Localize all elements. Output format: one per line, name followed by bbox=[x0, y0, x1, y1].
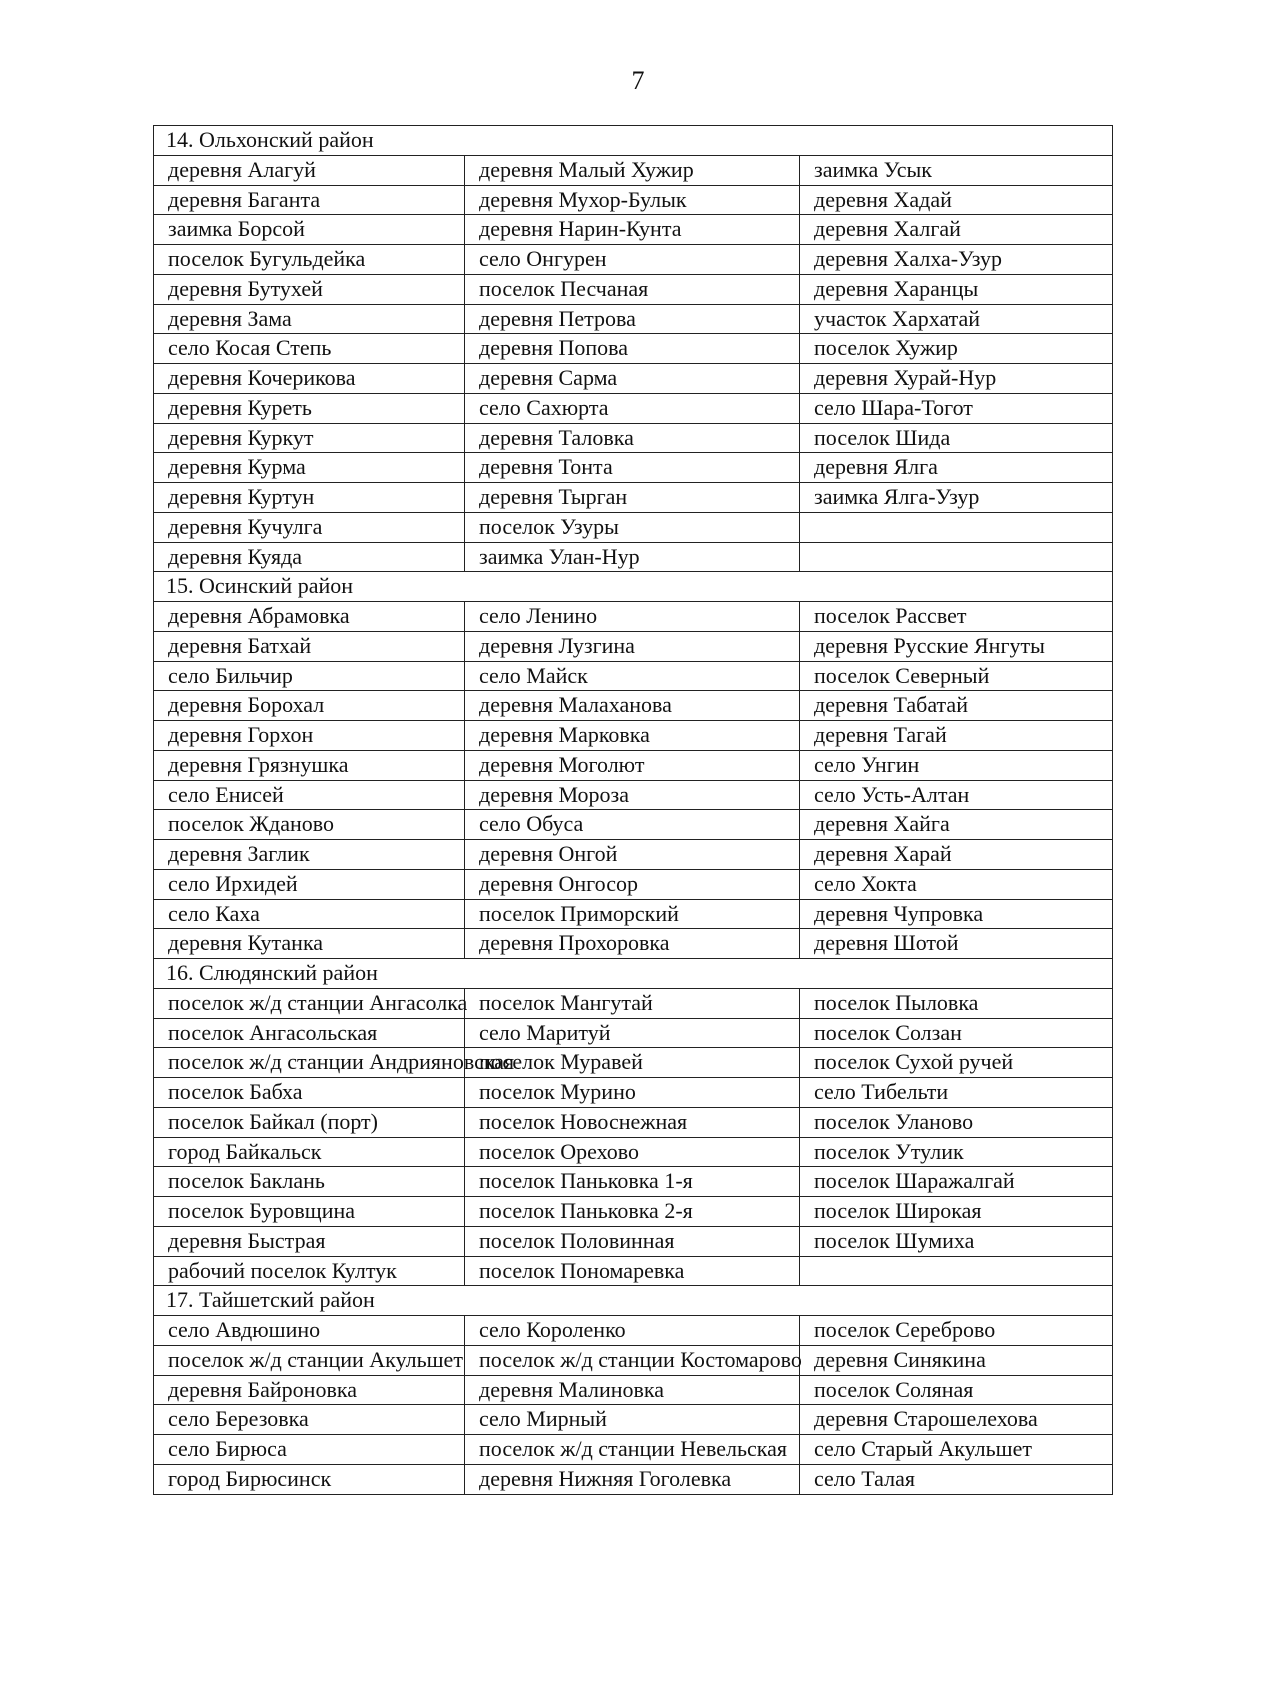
table-row bbox=[154, 631, 1113, 661]
table-cell bbox=[800, 542, 1113, 572]
table-cell: деревня Бутухей bbox=[154, 274, 465, 304]
table-cell: деревня Заглик bbox=[154, 840, 465, 870]
table-cell: поселок ж/д станции Андрияновская bbox=[154, 1048, 465, 1078]
table-cell: село Авдюшино bbox=[154, 1316, 465, 1346]
table-cell: деревня Хадай bbox=[800, 185, 1113, 215]
table-cell: поселок Паньковка 2-я bbox=[465, 1197, 800, 1227]
table-cell: деревня Харай bbox=[800, 840, 1113, 870]
table-cell: участок Хархатай bbox=[800, 304, 1113, 334]
table-row bbox=[154, 542, 1113, 572]
table-cell: заимка Ялга-Узур bbox=[800, 483, 1113, 513]
table-cell: деревня Марковка bbox=[465, 721, 800, 751]
table-cell: деревня Лузгина bbox=[465, 631, 800, 661]
table-cell: город Бирюсинск bbox=[154, 1464, 465, 1494]
table-row bbox=[154, 1435, 1113, 1465]
table-cell: заимка Борсой bbox=[154, 215, 465, 245]
table-cell: село Ирхидей bbox=[154, 869, 465, 899]
table-cell: поселок Узуры bbox=[465, 512, 800, 542]
table-cell: деревня Грязнушка bbox=[154, 750, 465, 780]
district-header-row bbox=[154, 1286, 1113, 1316]
table-cell: деревня Кучулга bbox=[154, 512, 465, 542]
table-cell: село Косая Степь bbox=[154, 334, 465, 364]
table-cell: поселок Бабха bbox=[154, 1078, 465, 1108]
table-cell: деревня Тырган bbox=[465, 483, 800, 513]
table-cell: поселок Хужир bbox=[800, 334, 1113, 364]
table-row bbox=[154, 1107, 1113, 1137]
table-row bbox=[154, 274, 1113, 304]
table-cell: деревня Хайга bbox=[800, 810, 1113, 840]
settlements-table bbox=[153, 125, 1113, 1495]
table-cell: поселок Паньковка 1-я bbox=[465, 1167, 800, 1197]
table-cell: деревня Мухор-Булык bbox=[465, 185, 800, 215]
table-cell: деревня Малый Хужир bbox=[465, 155, 800, 185]
table-cell: деревня Прохоровка bbox=[465, 929, 800, 959]
table-cell: поселок ж/д станции Невельская bbox=[465, 1435, 800, 1465]
table-row bbox=[154, 483, 1113, 513]
table-cell: деревня Хурай-Нур bbox=[800, 364, 1113, 394]
table-row bbox=[154, 1256, 1113, 1286]
table-cell: деревня Куяда bbox=[154, 542, 465, 572]
table-row bbox=[154, 1464, 1113, 1494]
table-cell: деревня Шотой bbox=[800, 929, 1113, 959]
table-cell: село Бирюса bbox=[154, 1435, 465, 1465]
table-cell: деревня Моголют bbox=[465, 750, 800, 780]
table-cell: деревня Алагуй bbox=[154, 155, 465, 185]
table-row bbox=[154, 512, 1113, 542]
table-cell: деревня Зама bbox=[154, 304, 465, 334]
table-cell: поселок Ангасольская bbox=[154, 1018, 465, 1048]
table-cell: заимка Усык bbox=[800, 155, 1113, 185]
table-cell: село Каха bbox=[154, 899, 465, 929]
table-cell: поселок Шида bbox=[800, 423, 1113, 453]
table-cell: деревня Таловка bbox=[465, 423, 800, 453]
table-cell: село Тибельти bbox=[800, 1078, 1113, 1108]
table-cell: деревня Куреть bbox=[154, 393, 465, 423]
table-cell: деревня Халха-Узур bbox=[800, 245, 1113, 275]
table-row bbox=[154, 245, 1113, 275]
table-cell: поселок ж/д станции Акульшет bbox=[154, 1345, 465, 1375]
table-row bbox=[154, 1405, 1113, 1435]
table-cell: поселок Половинная bbox=[465, 1226, 800, 1256]
table-cell: поселок Северный bbox=[800, 661, 1113, 691]
table-cell: село Усть-Алтан bbox=[800, 780, 1113, 810]
table-row bbox=[154, 1167, 1113, 1197]
table-cell: деревня Тагай bbox=[800, 721, 1113, 751]
table-cell: деревня Куркут bbox=[154, 423, 465, 453]
table-cell: поселок Бугульдейка bbox=[154, 245, 465, 275]
table-row bbox=[154, 304, 1113, 334]
table-row bbox=[154, 988, 1113, 1018]
table-cell: деревня Сарма bbox=[465, 364, 800, 394]
table-row bbox=[154, 423, 1113, 453]
table-cell: село Обуса bbox=[465, 810, 800, 840]
table-row bbox=[154, 661, 1113, 691]
table-cell: поселок Рассвет bbox=[800, 602, 1113, 632]
table-cell: село Онгурен bbox=[465, 245, 800, 275]
table-cell: село Хокта bbox=[800, 869, 1113, 899]
district-header-row bbox=[154, 126, 1113, 156]
table-row bbox=[154, 869, 1113, 899]
table-cell: рабочий поселок Култук bbox=[154, 1256, 465, 1286]
table-cell: деревня Онгосор bbox=[465, 869, 800, 899]
table-cell: поселок Пономаревка bbox=[465, 1256, 800, 1286]
table-cell: поселок Утулик bbox=[800, 1137, 1113, 1167]
table-cell: деревня Онгой bbox=[465, 840, 800, 870]
table-cell: деревня Борохал bbox=[154, 691, 465, 721]
table-cell: деревня Батхай bbox=[154, 631, 465, 661]
table-cell: поселок Песчаная bbox=[465, 274, 800, 304]
table-row bbox=[154, 155, 1113, 185]
table-row bbox=[154, 780, 1113, 810]
table-cell: поселок Сереброво bbox=[800, 1316, 1113, 1346]
table-row bbox=[154, 453, 1113, 483]
table-cell: деревня Малаханова bbox=[465, 691, 800, 721]
table-cell: село Мирный bbox=[465, 1405, 800, 1435]
table-cell: село Унгин bbox=[800, 750, 1113, 780]
district-header-row bbox=[154, 572, 1113, 602]
table-cell: поселок Приморский bbox=[465, 899, 800, 929]
table-row bbox=[154, 1018, 1113, 1048]
table-cell: село Березовка bbox=[154, 1405, 465, 1435]
table-cell: село Маритуй bbox=[465, 1018, 800, 1048]
table-cell: деревня Кочерикова bbox=[154, 364, 465, 394]
district-title: 17. Тайшетский район bbox=[154, 1286, 1113, 1316]
table-row bbox=[154, 1375, 1113, 1405]
table-cell: деревня Тонта bbox=[465, 453, 800, 483]
table-cell: деревня Абрамовка bbox=[154, 602, 465, 632]
table-cell: деревня Ялга bbox=[800, 453, 1113, 483]
table-row bbox=[154, 364, 1113, 394]
table-cell: поселок Шумиха bbox=[800, 1226, 1113, 1256]
table-cell: поселок Новоснежная bbox=[465, 1107, 800, 1137]
table-row bbox=[154, 334, 1113, 364]
table-row bbox=[154, 393, 1113, 423]
table-cell: поселок Жданово bbox=[154, 810, 465, 840]
table-row bbox=[154, 1048, 1113, 1078]
table-cell: деревня Табатай bbox=[800, 691, 1113, 721]
table-cell: село Майск bbox=[465, 661, 800, 691]
table-cell: деревня Быстрая bbox=[154, 1226, 465, 1256]
table-cell bbox=[800, 512, 1113, 542]
table-row bbox=[154, 810, 1113, 840]
table-cell: деревня Горхон bbox=[154, 721, 465, 751]
table-row bbox=[154, 1197, 1113, 1227]
table-cell: село Бильчир bbox=[154, 661, 465, 691]
table-cell: поселок Солзан bbox=[800, 1018, 1113, 1048]
table-cell: поселок Уланово bbox=[800, 1107, 1113, 1137]
table-row bbox=[154, 1226, 1113, 1256]
table-cell: деревня Нарин-Кунта bbox=[465, 215, 800, 245]
table-cell: деревня Чупровка bbox=[800, 899, 1113, 929]
table-cell: заимка Улан-Нур bbox=[465, 542, 800, 572]
table-cell: село Талая bbox=[800, 1464, 1113, 1494]
table-row bbox=[154, 691, 1113, 721]
table-cell: село Ленино bbox=[465, 602, 800, 632]
district-title: 15. Осинский район bbox=[154, 572, 1113, 602]
table-cell: деревня Куртун bbox=[154, 483, 465, 513]
table-cell: деревня Мороза bbox=[465, 780, 800, 810]
table-cell: поселок Мангутай bbox=[465, 988, 800, 1018]
table-cell: деревня Старошелехова bbox=[800, 1405, 1113, 1435]
table-cell: поселок Широкая bbox=[800, 1197, 1113, 1227]
district-title: 14. Ольхонский район bbox=[154, 126, 1113, 156]
table-row bbox=[154, 185, 1113, 215]
table-cell: деревня Нижняя Гоголевка bbox=[465, 1464, 800, 1494]
table-row bbox=[154, 721, 1113, 751]
table-cell: поселок Сухой ручей bbox=[800, 1048, 1113, 1078]
table-row bbox=[154, 750, 1113, 780]
table-cell: село Сахюрта bbox=[465, 393, 800, 423]
table-row bbox=[154, 1345, 1113, 1375]
table-row bbox=[154, 899, 1113, 929]
table-cell: деревня Курма bbox=[154, 453, 465, 483]
table-cell: поселок Пыловка bbox=[800, 988, 1113, 1018]
table-row bbox=[154, 840, 1113, 870]
table-cell: деревня Петрова bbox=[465, 304, 800, 334]
table-cell: село Енисей bbox=[154, 780, 465, 810]
table-cell: поселок Мурино bbox=[465, 1078, 800, 1108]
district-header-row bbox=[154, 959, 1113, 989]
table-cell: село Короленко bbox=[465, 1316, 800, 1346]
table-cell: поселок Шаражалгай bbox=[800, 1167, 1113, 1197]
table-cell: деревня Харанцы bbox=[800, 274, 1113, 304]
district-title: 16. Слюдянский район bbox=[154, 959, 1113, 989]
table-cell: поселок Муравей bbox=[465, 1048, 800, 1078]
table-row bbox=[154, 215, 1113, 245]
table-cell: деревня Малиновка bbox=[465, 1375, 800, 1405]
table-cell: поселок ж/д станции Ангасолка bbox=[154, 988, 465, 1018]
table-cell: деревня Халгай bbox=[800, 215, 1113, 245]
settlements-table-body bbox=[154, 126, 1113, 1495]
table-cell: деревня Русские Янгуты bbox=[800, 631, 1113, 661]
table-cell: деревня Байроновка bbox=[154, 1375, 465, 1405]
table-row bbox=[154, 602, 1113, 632]
table-cell: село Шара-Тогот bbox=[800, 393, 1113, 423]
table-cell: поселок Орехово bbox=[465, 1137, 800, 1167]
table-cell: поселок Буровщина bbox=[154, 1197, 465, 1227]
page-number: 7 bbox=[631, 66, 645, 95]
table-row bbox=[154, 929, 1113, 959]
table-cell: деревня Кутанка bbox=[154, 929, 465, 959]
table-cell: деревня Попова bbox=[465, 334, 800, 364]
table-cell: поселок ж/д станции Костомарово bbox=[465, 1345, 800, 1375]
table-cell: село Старый Акульшет bbox=[800, 1435, 1113, 1465]
table-row bbox=[154, 1137, 1113, 1167]
table-cell: деревня Баганта bbox=[154, 185, 465, 215]
table-cell: поселок Баклань bbox=[154, 1167, 465, 1197]
table-row bbox=[154, 1078, 1113, 1108]
table-cell: город Байкальск bbox=[154, 1137, 465, 1167]
table-row bbox=[154, 1316, 1113, 1346]
table-cell bbox=[800, 1256, 1113, 1286]
table-cell: поселок Соляная bbox=[800, 1375, 1113, 1405]
table-cell: поселок Байкал (порт) bbox=[154, 1107, 465, 1137]
table-cell: деревня Синякина bbox=[800, 1345, 1113, 1375]
